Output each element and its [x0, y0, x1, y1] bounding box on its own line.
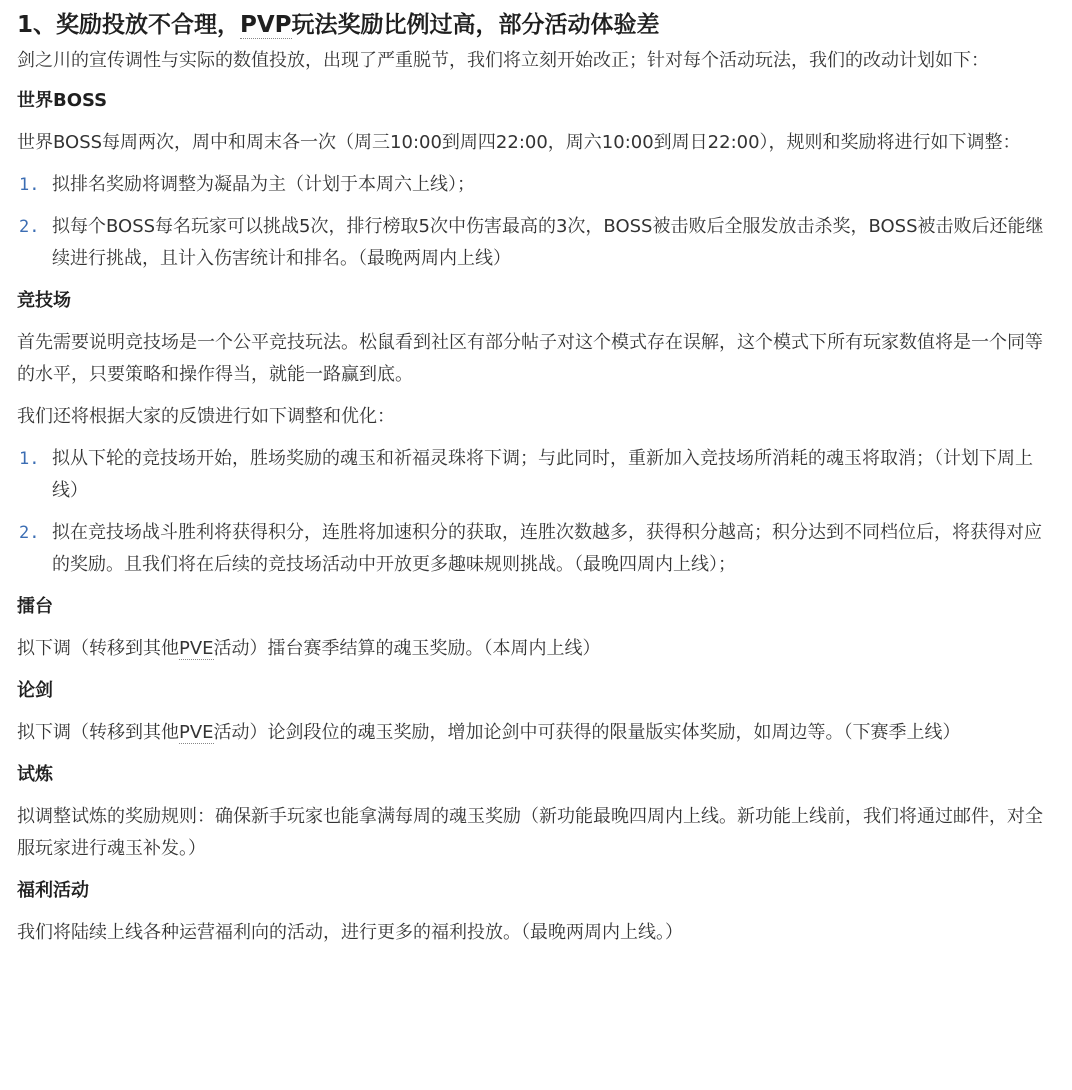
list-text: 拟在竞技场战斗胜利将获得积分，连胜将加速积分的获取，连胜次数越多，获得积分越高；积分达到不同档位后，将获得对应的奖励。且我们将在后续的竞技场活动中开放更多趣味规则挑战。（最晚四周内上线）； [52, 522, 1042, 575]
list-item [17, 211, 1047, 275]
section-title [17, 0, 1047, 41]
trial-desc: 拟调整试炼的奖励规则：确保新手玩家也能拿满每周的魂玉奖励（新功能最晚四周内上线。新功能上线前，我们将通过邮件，对全服玩家进行魂玉补发。） [17, 806, 1043, 859]
world-boss-list [17, 169, 1047, 275]
intro-paragraph: 剑之川的宣传调性与实际的数值投放，出现了严重脱节，我们将立刻开始改正；针对每个活动玩法，我们的改动计划如下： [17, 50, 989, 71]
leitai-text-post: 活动）擂台赛季结算的魂玉奖励。（本周内上线） [213, 638, 601, 659]
list-text: 拟每个BOSS每名玩家可以挑战5次，排行榜取5次中伤害最高的3次，BOSS被击败后全服发放击杀奖，BOSS被击败后还能继续进行挑战，且计入伤害统计和排名。（最晚两周内上线） [52, 216, 1044, 269]
list-text: 拟排名奖励将调整为凝晶为主（计划于本周六上线）； [52, 174, 475, 195]
list-number: 1. [19, 175, 40, 195]
lunjian-text-post: 活动）论剑段位的魂玉奖励，增加论剑中可获得的限量版实体奖励，如周边等。（下赛季上线） [213, 722, 961, 743]
list-text: 拟从下轮的竞技场开始，胜场奖励的魂玉和祈福灵珠将下调；与此同时，重新加入竞技场所消耗的魂玉将取消；（计划下周上线） [52, 448, 1033, 501]
heading-lunjian: 论剑 [17, 680, 53, 701]
list-item [17, 443, 1047, 507]
arena-desc-2: 我们还将根据大家的反馈进行如下调整和优化： [17, 406, 395, 427]
pvp-abbreviation[interactable]: PVP [240, 12, 292, 38]
lunjian-text-pre: 拟下调（转移到其他 [17, 722, 179, 743]
lunjian-desc [17, 717, 1047, 749]
heading-world-boss: 世界BOSS [17, 90, 108, 111]
arena-list [17, 443, 1047, 581]
pve-abbreviation[interactable]: PVE [179, 722, 214, 743]
heading-welfare: 福利活动 [17, 880, 89, 901]
list-number: 2. [19, 217, 40, 237]
arena-desc: 首先需要说明竞技场是一个公平竞技玩法。松鼠看到社区有部分帖子对这个模式存在误解，这个模式下所有玩家数值将是一个同等的水平，只要策略和操作得当，就能一路赢到底。 [17, 332, 1043, 385]
leitai-text-pre: 拟下调（转移到其他 [17, 638, 179, 659]
leitai-desc [17, 633, 1047, 665]
list-item [17, 169, 1047, 201]
pve-abbreviation[interactable]: PVE [179, 638, 214, 659]
list-item [17, 517, 1047, 581]
list-number: 2. [19, 523, 40, 543]
welfare-desc: 我们将陆续上线各种运营福利向的活动，进行更多的福利投放。（最晚两周内上线。） [17, 922, 683, 943]
list-number: 1. [19, 449, 40, 469]
world-boss-desc: 世界BOSS每周两次，周中和周末各一次（周三10:00到周四22:00，周六10:00到周日22:00），规则和奖励将进行如下调整： [17, 132, 1021, 153]
heading-leitai: 擂台 [17, 596, 53, 617]
heading-arena: 竞技场 [17, 290, 71, 311]
title-suffix: 玩法奖励比例过高，部分活动体验差 [291, 12, 660, 38]
title-prefix: 1、奖励投放不合理， [17, 12, 241, 38]
heading-trial: 试炼 [17, 764, 53, 785]
